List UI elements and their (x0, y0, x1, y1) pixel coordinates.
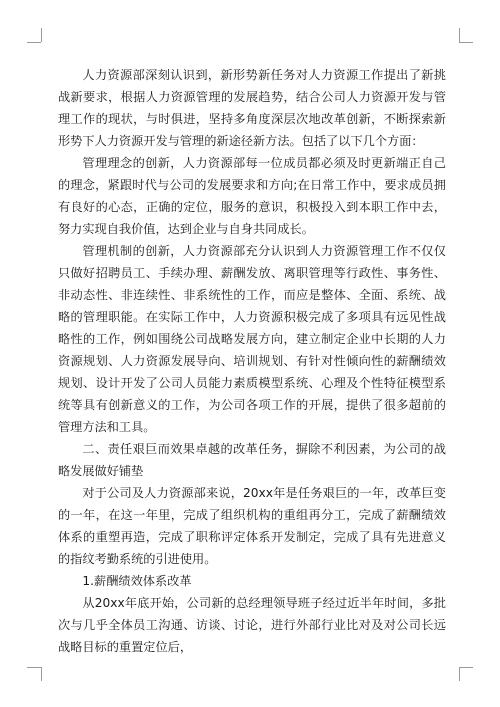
document-body (58, 64, 446, 658)
crop-mark-top-left-horizontal (27, 42, 41, 43)
crop-mark-bottom-left-vertical (41, 667, 42, 681)
paragraph-mechanism-innovation: 管理机制的创新，人力资源部充分认识到人力资源管理工作不仅仅只做好招聘员工、手续办理、薪酬发放、离职管理等行政性、事务性、非动态性、非连续性、非系统性的工作，而应是整体、全面、系统、战略的管理职能。在实际工作中，人力资源积极完成了多项具有远见性战略性的工作，例如围绕公司战略发展方向，建立制定企业中长期的人力资源规划、人力资源发展导向、培训规划、有针对性倾向性的薪酬绩效规划、设计开发了公司人员能力素质模型系统、心理及个性特征模型系统等具有创新意义的工作，为公司各项工作的开展，提供了很多超前的管理方法和工具。 (58, 244, 446, 434)
crop-mark-top-right-horizontal (459, 42, 473, 43)
crop-mark-bottom-left-horizontal (27, 667, 41, 668)
crop-mark-bottom-right-vertical (459, 667, 460, 681)
section-heading-reform-tasks: 二、责任艰巨而效果卓越的改革任务，摒除不利因素，为公司的战略发展做好铺垫 (58, 442, 446, 478)
paragraph-compensation-reform: 从20xx年底开始，公司新的总经理领导班子经过近半年时间，多批次与几乎全体员工沟通、访谈、讨论，进行外部行业比对及对公司长远战略目标的重置定位后， (58, 596, 446, 654)
paragraph-year-summary: 对于公司及人力资源部来说，20xx年是任务艰巨的一年，改革巨变的一年，在这一年里，完成了组织机构的重组再分工，完成了薪酬绩效体系的重塑再造，完成了职称评定体系开发制定，完成了具有先进意义的指纹考勤系统的引进使用。 (58, 486, 446, 566)
subheading-compensation-reform: 1.薪酬绩效体系改革 (82, 574, 192, 588)
paragraph-intro: 人力资源部深刻认识到，新形势新任务对人力资源工作提出了新挑战新要求，根据人力资源管理的发展趋势，结合公司人力资源开发与管理工作的现状，与时俱进，坚持多角度深层次地改革创新，不断探索新形势下人力资源开发与管理的新途径新方法。包括了以下几个方面： (58, 68, 446, 148)
crop-mark-top-right-vertical (459, 28, 460, 42)
paragraph-concept-innovation: 管理理念的创新，人力资源部每一位成员都必须及时更新端正自己的理念，紧跟时代与公司的发展要求和方向;在日常工作中，要求成员拥有良好的心态，正确的定位，服务的意识，积极投入到本职工作中去，努力实现自我价值，达到企业与自身共同成长。 (58, 156, 446, 236)
crop-mark-top-left-vertical (41, 28, 42, 42)
crop-mark-bottom-right-horizontal (459, 667, 473, 668)
